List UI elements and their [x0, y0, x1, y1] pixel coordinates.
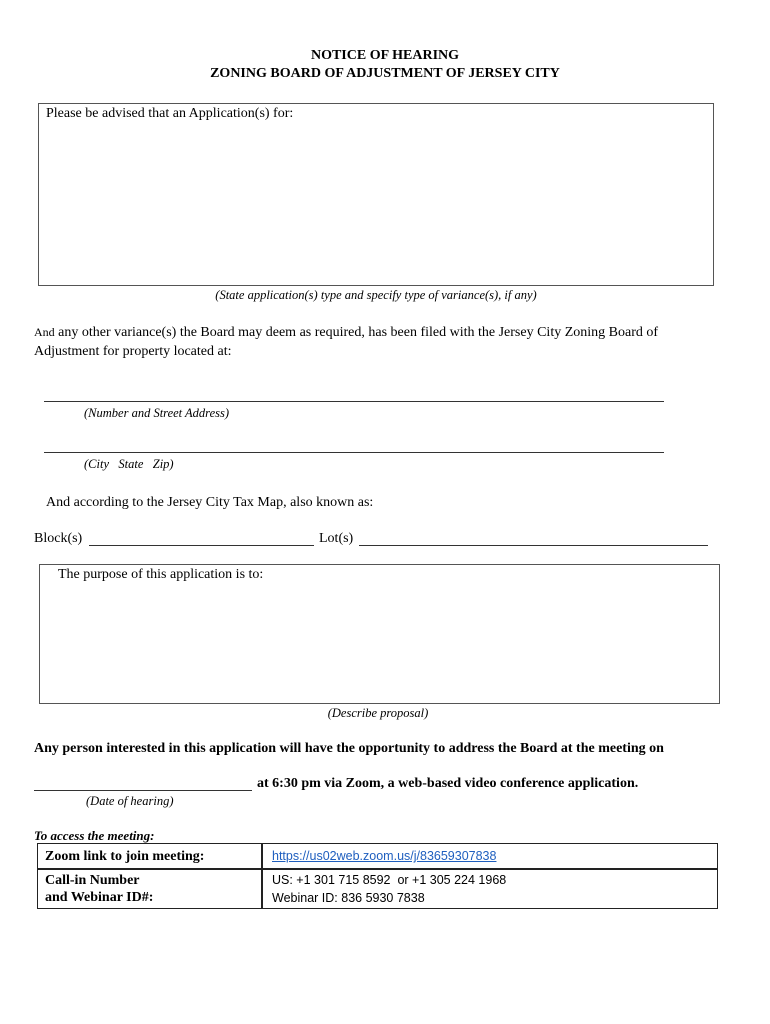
meeting-table	[37, 843, 718, 909]
zoom-label-cell	[37, 843, 263, 870]
variance-text-line2: Adjustment for property located at:	[34, 344, 232, 359]
variance-text-prefix: And	[34, 325, 55, 339]
lot-label: Lot(s)	[319, 531, 354, 546]
application-box[interactable]	[38, 103, 714, 286]
callin-value-cell	[261, 868, 718, 909]
purpose-caption: (Describe proposal)	[327, 706, 429, 720]
zoom-link-cell	[261, 843, 718, 870]
zoom-meeting-link[interactable]: https://us02web.zoom.us/j/83659307838	[272, 849, 497, 863]
block-label: Block(s)	[34, 531, 83, 546]
variance-text-rest: any other variance(s) the Board may deem as required, has been filed with the Jersey City Zoning Board of	[54, 325, 659, 340]
meeting-heading: To access the meeting:	[34, 828, 155, 843]
street-address-caption: (Number and Street Address)	[84, 406, 230, 420]
zoom-label: Zoom link to join meeting:	[45, 849, 205, 864]
board-title: ZONING BOARD OF ADJUSTMENT OF JERSEY CITY	[210, 66, 560, 81]
application-box-label: Please be advised that an Application(s) for:	[46, 106, 294, 121]
purpose-box[interactable]	[39, 564, 720, 704]
hearing-date-caption: (Date of hearing)	[86, 794, 174, 808]
city-state-zip-line[interactable]	[44, 452, 664, 453]
notice-title: NOTICE OF HEARING	[310, 48, 460, 63]
callin-label-cell	[37, 868, 263, 909]
tax-map-text: And according to the Jersey City Tax Map, also known as:	[46, 495, 374, 510]
hearing-text-line1: Any person interested in this application will have the opportunity to address the Board at the meeting on	[34, 741, 664, 756]
variance-text-line1	[34, 325, 658, 341]
application-caption: (State application(s) type and specify type of variance(s), if any)	[215, 288, 537, 302]
hearing-text-line2: at 6:30 pm via Zoom, a web-based video conference application.	[257, 776, 639, 791]
purpose-box-label: The purpose of this application is to:	[58, 567, 264, 582]
callin-label-line2: and Webinar ID#:	[45, 890, 154, 905]
callin-label-line1: Call-in Number	[45, 873, 140, 888]
lot-field[interactable]	[359, 545, 708, 546]
block-field[interactable]	[89, 545, 314, 546]
webinar-id: Webinar ID: 836 5930 7838	[272, 891, 425, 905]
callin-phone-numbers: US: +1 301 715 8592 or +1 305 224 1968	[272, 873, 507, 887]
city-state-zip-caption: (City State Zip)	[84, 457, 174, 471]
street-address-line[interactable]	[44, 401, 664, 402]
hearing-date-field[interactable]	[34, 790, 252, 791]
